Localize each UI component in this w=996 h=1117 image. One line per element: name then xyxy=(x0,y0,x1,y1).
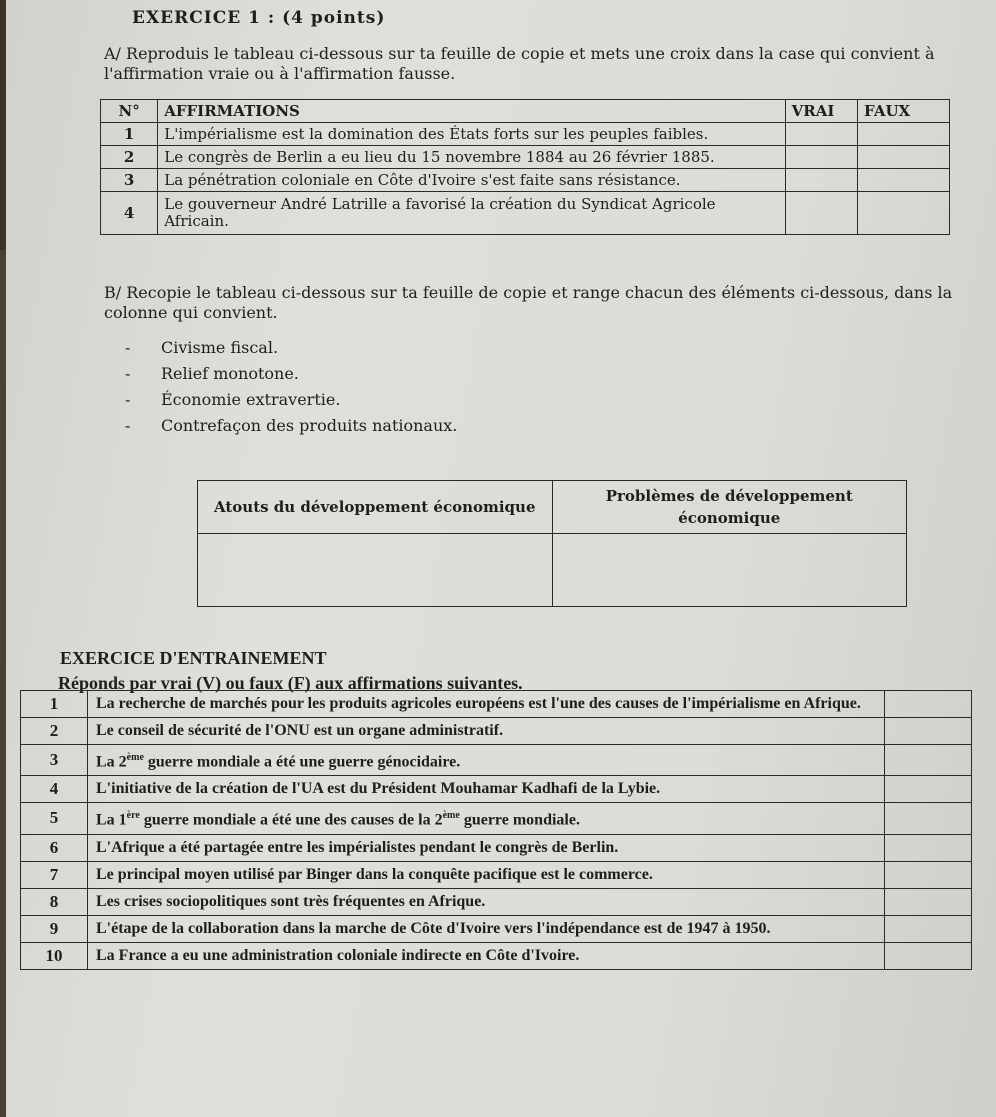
vrai-cell[interactable] xyxy=(785,192,857,235)
table-row xyxy=(21,776,972,803)
table-row xyxy=(21,718,972,745)
item-text: Économie extravertie. xyxy=(161,390,341,409)
table-row xyxy=(21,915,972,942)
exercise2-title: EXERCICE D'ENTRAINEMENT xyxy=(60,648,327,668)
answer-cell[interactable] xyxy=(885,718,972,745)
list-item: - Contrefaçon des produits nationaux. xyxy=(125,416,458,435)
tableA-header-vrai: VRAI xyxy=(785,100,857,123)
tableB-header-problemes: Problèmes de développement économique xyxy=(552,481,907,534)
row-number: 4 xyxy=(101,192,158,235)
affirmation-text: L'impérialisme est la domination des États forts sur les peuples faibles. xyxy=(158,123,785,146)
answer-cell[interactable] xyxy=(885,691,972,718)
table-row xyxy=(101,123,950,146)
atouts-answer-cell[interactable] xyxy=(198,534,553,607)
partB-instruction: B/ Recopie le tableau ci-dessous sur ta feuille de copie et range chacun des éléments ci-dessous, dans la colonne qui convient. xyxy=(104,283,953,322)
partA-instruction: A/ Reproduis le tableau ci-dessous sur ta feuille de copie et mets une croix dans la case qui convient à l'affirmation vraie ou à l'affirmation fausse. xyxy=(104,44,935,83)
item-text: Contrefaçon des produits nationaux. xyxy=(161,416,458,435)
list-item: - Civisme fiscal. xyxy=(125,338,279,357)
affirmation-text: Le congrès de Berlin a eu lieu du 15 novembre 1884 au 26 février 1885. xyxy=(158,146,785,169)
affirmation-text: Le gouverneur André Latrille a favorisé la création du Syndicat Agricole Africain. xyxy=(158,192,785,235)
row-number: 2 xyxy=(101,146,158,169)
table-row xyxy=(21,803,972,834)
affirmation-text: La 2ème guerre mondiale a été une guerre génocidaire. xyxy=(88,745,885,776)
list-item: - Économie extravertie. xyxy=(125,390,341,409)
table-row xyxy=(21,691,972,718)
item-text: Civisme fiscal. xyxy=(161,338,279,357)
row-number: 8 xyxy=(21,888,88,915)
item-text: Relief monotone. xyxy=(161,364,299,383)
row-number: 3 xyxy=(21,745,88,776)
exercise1-title: EXERCICE 1 : (4 points) xyxy=(132,8,386,28)
vrai-cell[interactable] xyxy=(785,146,857,169)
vrai-cell[interactable] xyxy=(785,123,857,146)
partB-item-list xyxy=(125,336,457,440)
answer-cell[interactable] xyxy=(885,803,972,834)
row-number: 2 xyxy=(21,718,88,745)
tableA xyxy=(100,99,950,235)
faux-cell[interactable] xyxy=(858,169,950,192)
answer-cell[interactable] xyxy=(885,861,972,888)
table-row xyxy=(101,146,950,169)
faux-cell[interactable] xyxy=(858,192,950,235)
tableA-header-affirmations: AFFIRMATIONS xyxy=(158,100,785,123)
affirmation-text: Le principal moyen utilisé par Binger dans la conquête pacifique est le commerce. xyxy=(88,861,885,888)
affirmation-text: L'étape de la collaboration dans la marche de Côte d'Ivoire vers l'indépendance est de 1947 à 1950. xyxy=(88,915,885,942)
affirmation-text: La France a eu une administration coloniale indirecte en Côte d'Ivoire. xyxy=(88,942,885,969)
problemes-answer-cell[interactable] xyxy=(552,534,907,607)
list-item: - Relief monotone. xyxy=(125,364,299,383)
table-row xyxy=(21,861,972,888)
exercise2-table xyxy=(20,690,972,970)
tableB-header-atouts: Atouts du développement économique xyxy=(198,481,553,534)
vrai-cell[interactable] xyxy=(785,169,857,192)
row-number: 6 xyxy=(21,834,88,861)
affirmation-text: La pénétration coloniale en Côte d'Ivoire s'est faite sans résistance. xyxy=(158,169,785,192)
row-number: 1 xyxy=(21,691,88,718)
table-row xyxy=(21,888,972,915)
tableA-header-faux: FAUX xyxy=(858,100,950,123)
row-number: 10 xyxy=(21,942,88,969)
table-row xyxy=(21,745,972,776)
row-number: 4 xyxy=(21,776,88,803)
table-row xyxy=(101,192,950,235)
affirmation-text: La 1ère guerre mondiale a été une des causes de la 2ème guerre mondiale. xyxy=(88,803,885,834)
table-row xyxy=(198,534,907,607)
row-number: 5 xyxy=(21,803,88,834)
faux-cell[interactable] xyxy=(858,123,950,146)
affirmation-text: La recherche de marchés pour les produits agricoles européens est l'une des causes de l'impérialisme en Afrique. xyxy=(88,691,885,718)
tableB xyxy=(197,480,907,607)
answer-cell[interactable] xyxy=(885,942,972,969)
answer-cell[interactable] xyxy=(885,776,972,803)
affirmation-text: L'initiative de la création de l'UA est du Président Mouhamar Kadhafi de la Lybie. xyxy=(88,776,885,803)
row-number: 3 xyxy=(101,169,158,192)
table-row xyxy=(101,169,950,192)
affirmation-text: Le conseil de sécurité de l'ONU est un organe administratif. xyxy=(88,718,885,745)
answer-cell[interactable] xyxy=(885,915,972,942)
table-row xyxy=(21,834,972,861)
affirmation-text: L'Afrique a été partagée entre les impérialistes pendant le congrès de Berlin. xyxy=(88,834,885,861)
exercise2-instruction: Réponds par vrai (V) ou faux (F) aux affirmations suivantes. xyxy=(58,673,523,693)
tableA-header-num: N° xyxy=(101,100,158,123)
row-number: 1 xyxy=(101,123,158,146)
affirmation-text: Les crises sociopolitiques sont très fréquentes en Afrique. xyxy=(88,888,885,915)
answer-cell[interactable] xyxy=(885,888,972,915)
answer-cell[interactable] xyxy=(885,834,972,861)
table-row xyxy=(21,942,972,969)
answer-cell[interactable] xyxy=(885,745,972,776)
row-number: 9 xyxy=(21,915,88,942)
row-number: 7 xyxy=(21,861,88,888)
faux-cell[interactable] xyxy=(858,146,950,169)
